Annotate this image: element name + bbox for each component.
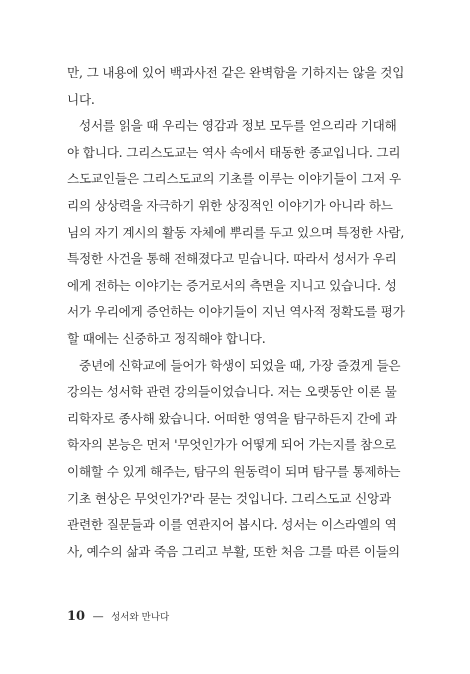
- text-line: 님의 자기 계시의 활동 자체에 뿌리를 두고 있으며 특정한 사람,: [67, 224, 405, 240]
- text-line: 강의는 성서학 관련 강의들이었습니다. 저는 오랫동안 이론 물: [67, 384, 397, 400]
- body-text: [67, 60, 405, 565]
- text-line: 이해할 수 있게 해주는, 탐구의 원동력이 되며 탐구를 통제하는: [67, 463, 401, 479]
- text-line: 할 때에는 신중하고 정직해야 합니다.: [67, 330, 266, 346]
- text-line: 리의 상상력을 자극하기 위한 상징적인 이야기가 아니라 하느: [67, 197, 393, 213]
- paragraph-3: [67, 353, 401, 566]
- text-line: 사, 예수의 삶과 죽음 그리고 부활, 또한 처음 그를 따른 이들의: [67, 543, 400, 559]
- text-line: 관련한 질문들과 이를 연관지어 봅시다. 성서는 이스라엘의 역: [67, 517, 397, 533]
- paragraph-2: [67, 113, 405, 352]
- text-line: 서가 우리에게 증언하는 이야기들이 지닌 역사적 정확도를 평가: [67, 304, 405, 320]
- page-footer: [67, 609, 169, 624]
- text-line: 학자의 본능은 먼저 '무엇인가가 어떻게 되어 가는지를 참으로: [67, 437, 397, 453]
- text-line: 야 합니다. 그리스도교는 역사 속에서 태동한 종교입니다. 그리: [67, 144, 401, 160]
- text-line: 리학자로 종사해 왔습니다. 어떠한 영역을 탐구하든지 간에 과: [67, 410, 397, 426]
- paragraph-1: [67, 60, 405, 113]
- text-line: 만, 그 내용에 있어 백과사전 같은 완벽함을 기하지는 않을 것입: [67, 65, 405, 80]
- text-line: 에게 전하는 이야기는 증거로서의 측면을 지니고 있습니다. 성: [67, 277, 397, 293]
- text-line: 스도교인들은 그리스도교의 기초를 이루는 이야기들이 그저 우: [67, 171, 401, 187]
- running-title: 성서와 만나다: [111, 612, 170, 623]
- text-line: 니다.: [67, 91, 95, 107]
- text-line: 성서를 읽을 때 우리는 영감과 정보 모두를 얻으리라 기대해: [79, 118, 397, 134]
- text-line: 기초 현상은 무엇인가?'라 묻는 것입니다. 그리스도교 신앙과: [67, 490, 391, 506]
- footer-dash: —: [92, 610, 104, 623]
- page-number: 10: [67, 609, 86, 624]
- text-line: 중년에 신학교에 들어가 학생이 되었을 때, 가장 즐겼게 들은: [79, 357, 401, 373]
- text-line: 특정한 사건을 통해 전해졌다고 믿습니다. 따라서 성서가 우리: [67, 251, 397, 267]
